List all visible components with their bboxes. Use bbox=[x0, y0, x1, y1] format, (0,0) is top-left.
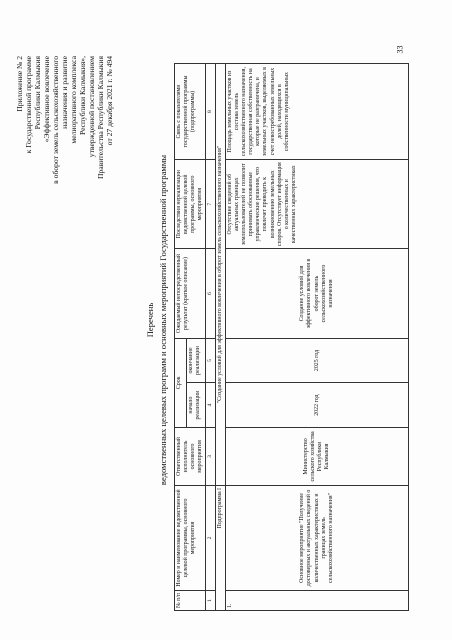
row-num: 1. bbox=[226, 590, 409, 610]
appendix-line: Республики Калмыкия», bbox=[77, 56, 87, 136]
column-number: 3 bbox=[206, 427, 216, 485]
column-number: 2 bbox=[206, 485, 216, 590]
appendix-line: Приложение № 2 bbox=[15, 56, 24, 112]
appendix-line: назначения и развитие bbox=[59, 56, 69, 129]
programs-table bbox=[174, 63, 409, 611]
column-number: 6 bbox=[206, 249, 216, 338]
appendix-line: «Эффективное вовлечение bbox=[41, 56, 51, 143]
appendix-line: Республики Калмыкия bbox=[32, 56, 42, 130]
appendix-line: в оборот земель сельскохозяйственного bbox=[50, 56, 60, 184]
page-number: 33 bbox=[395, 45, 405, 54]
header-num: № п/п bbox=[175, 590, 206, 610]
row-result: Создание условий для эффективного вовлечения в оборот земель сельскохозяйственного назначения bbox=[226, 249, 409, 338]
column-number: 8 bbox=[206, 64, 216, 160]
appendix-line: мелиоративного комплекса bbox=[68, 56, 78, 144]
column-number: 1 bbox=[206, 590, 216, 610]
column-number: 5 bbox=[206, 338, 216, 383]
appendix-line: утвержденной постановлением bbox=[86, 56, 96, 158]
document-subtitle: ведомственных целевых программ и основных мероприятий Государственной программы bbox=[158, 154, 168, 486]
appendix-line: от 27 декабря 2021 г. № 494 bbox=[104, 56, 114, 146]
subprogram-title: "Создание условий для эффективного вовлечения в оборот земель сельскохозяйственного назначения" bbox=[216, 64, 226, 486]
row-start: 2022 год bbox=[226, 383, 409, 428]
table-row bbox=[226, 64, 409, 611]
table-header-row bbox=[175, 64, 187, 611]
appendix-header bbox=[16, 56, 114, 184]
row-executor: Министерство сельского хозяйства Республики Калмыкия bbox=[226, 427, 409, 485]
row-name: Основное мероприятие "Получение достоверных и актуальных сведений о количественных характеристиках и границах земель сельскохозяйственного назначения" bbox=[226, 485, 409, 590]
row-end: 2025 год bbox=[226, 338, 409, 383]
row-link: Площадь земельных участков из состава земель сельскохозяйственного назначения, государственная собственность на которые не разграничена, и земельных участков, выделяемых в счет невостребованных земельных долей, находящихся в собственности муниципальных bbox=[226, 64, 409, 160]
appendix-line: Правительства Республики Калмыкия bbox=[95, 56, 105, 180]
header-end: окончание реализации bbox=[186, 338, 206, 383]
header-consequences: Последствия нереализации ведомственной целевой программы, основного мероприятия bbox=[175, 160, 206, 249]
header-executor: Ответственный исполнитель основного мероприятия bbox=[175, 427, 206, 485]
row-consequences: Отсутствие сведений об актуальных границах землепользователей не позволит принимать обоснованные управленческие решения, что повлечет приводить к возникновению земельных споров. Отсутствует информация о количественных и качественных характеристиках bbox=[226, 160, 409, 249]
header-result: Ожидаемый непосредственный результат (краткое описание) bbox=[175, 249, 206, 338]
header-link: Связь с показателями государственной программы (подпрограммы) bbox=[175, 64, 206, 160]
header-term: Срок bbox=[175, 338, 187, 427]
subprogram-row bbox=[216, 64, 226, 611]
subprogram-label: Подпрограмма I bbox=[216, 485, 226, 610]
header-start: начало реализации bbox=[186, 383, 206, 428]
header-name: Номер и наименование ведомственной целевой программы, основного мероприятия bbox=[175, 485, 206, 590]
column-number-row bbox=[206, 64, 216, 611]
column-number: 4 bbox=[206, 383, 216, 428]
appendix-line: к Государственной программе bbox=[23, 56, 33, 154]
document-title: Перечень bbox=[145, 302, 155, 338]
column-number: 7 bbox=[206, 160, 216, 249]
